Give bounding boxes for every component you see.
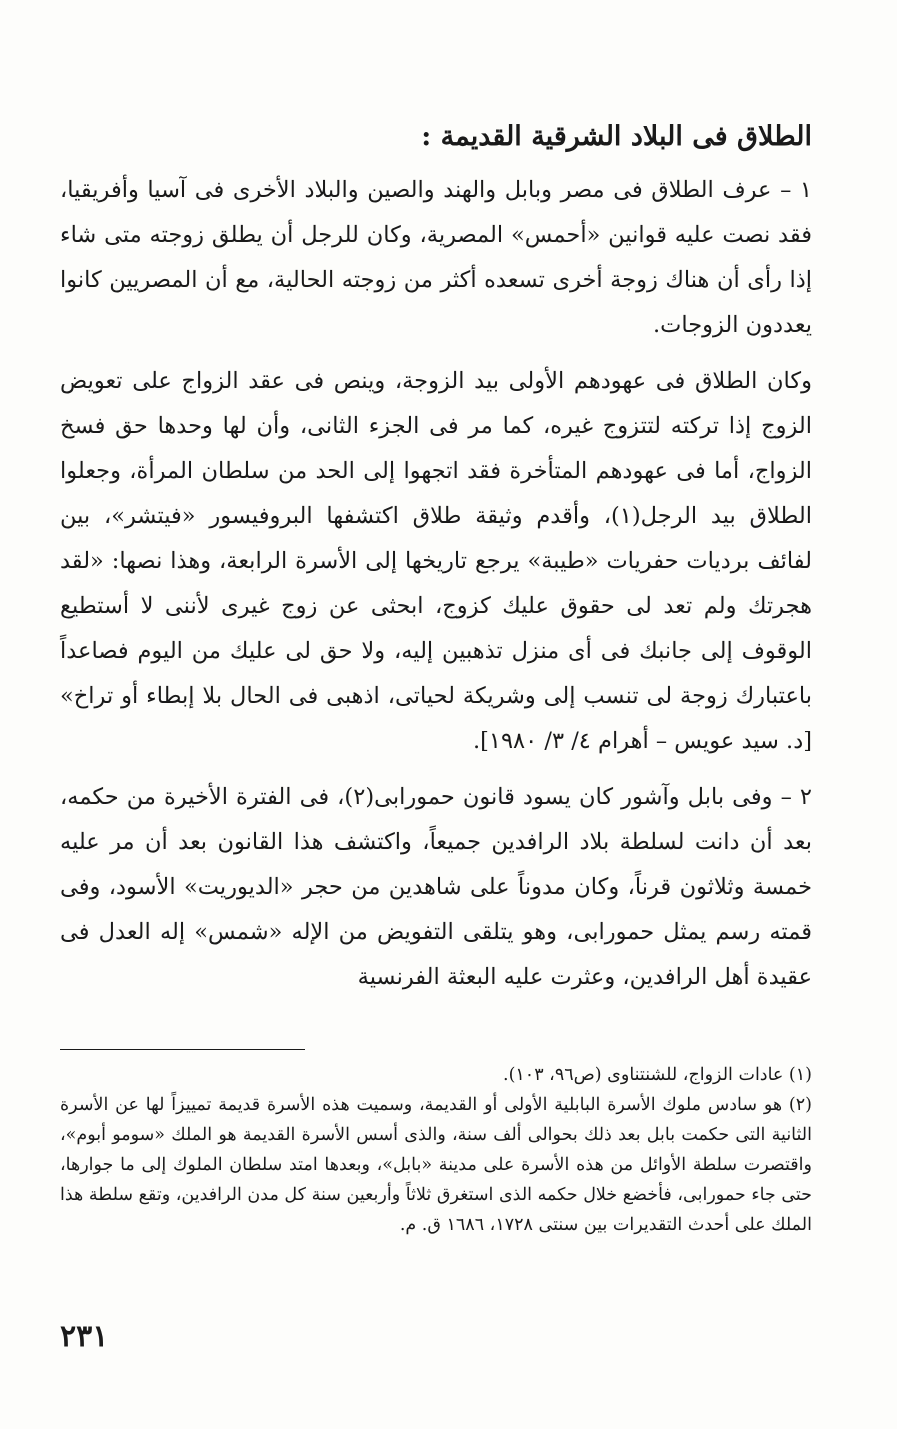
page-number: ٢٣١ (60, 1319, 109, 1354)
footnotes (60, 1060, 812, 1240)
section-heading: الطلاق فى البلاد الشرقية القديمة : (421, 121, 812, 152)
paragraph-3: ٢ – وفى بابل وآشور كان يسود قانون حمورابى(٢)، فى الفترة الأخيرة من حكمه، بعد أن دانت لسلطة بلاد الرافدين جميعاً، واكتشف هذا القانون بعد أن مر عليه خمسة وثلاثون قرناً، وكان مدوناً على شاهدين من حجر «الديوريت» الأسود، وفى قمته رسم يمثل حمورابى، وهو يتلقى التفويض من الإله «شمس» إله العدل فى عقيدة أهل الرافدين، وعثرت عليه البعثة الفرنسية (60, 784, 813, 990)
paragraph-2: وكان الطلاق فى عهودهم الأولى بيد الزوجة، وينص فى عقد الزواج على تعويض الزوج إذا تركته لتتزوج غيره، كما مر فى الجزء الثانى، وأن لها وحدها حق فسخ الزواج، أما فى عهودهم المتأخرة فقد اتجهوا إلى الحد من سلطان المرأة، وجعلوا الطلاق بيد الرجل(١)، وأقدم وثيقة طلاق اكتشفها البروفيسور «فيتشر»، بين لفائف برديات حفريات «طيبة» يرجع تاريخها إلى الأسرة الرابعة، وهذا نصها: «لقد هجرتك ولم تعد لى حقوق عليك كزوج، ابحثى عن زوج غيرى لأننى لا أستطيع الوقوف إلى جانبك فى أى منزل تذهبين إليه، ولا حق لى عليك من اليوم فصاعداً باعتبارك زوجة لى تنسب إلى وشريكة لحياتى، اذهبى فى الحال بلا إبطاء أو تراخ» [د. سيد عويس – أهرام ٤/ ٣/ ١٩٨٠]. (60, 368, 812, 754)
footnote-2: (٢) هو سادس ملوك الأسرة البابلية الأولى أو القديمة، وسميت هذه الأسرة قديمة تمييزاً لها عن الأسرة الثانية التى حكمت بابل بعد ذلك بحوالى ألف سنة، والذى أسس الأسرة القديمة هو الملك «سومو أبوم»، واقتصرت سلطة الأوائل من هذه الأسرة على مدينة «بابل»، وبعدها امتد سلطان الملوك إلى ما جوارها، حتى جاء حمورابى، فأخضع خلال حكمه الذى استغرق ثلاثاً وأربعين سنة كل مدن الرافدين، وتقع سلطة هذا الملك على أحدث التقديرات بين سنتى ١٧٢٨، ١٦٨٦ ق. م. (60, 1095, 812, 1235)
book-page (60, 112, 812, 1382)
footnote-1: (١) عادات الزواج، للشنتناوى (ص٩٦، ١٠٣). (503, 1065, 812, 1085)
paragraph-1: ١ – عرف الطلاق فى مصر وبابل والهند والصين والبلاد الأخرى فى آسيا وأفريقيا، فقد نصت عليه قوانين «أحمس» المصرية، وكان للرجل أن يطلق زوجته متى شاء إذا رأى أن هناك زوجة أخرى تسعده أكثر من زوجته الحالية، مع أن المصريين كانوا يعددون الزوجات. (60, 177, 812, 338)
footnote-divider (60, 1049, 305, 1050)
